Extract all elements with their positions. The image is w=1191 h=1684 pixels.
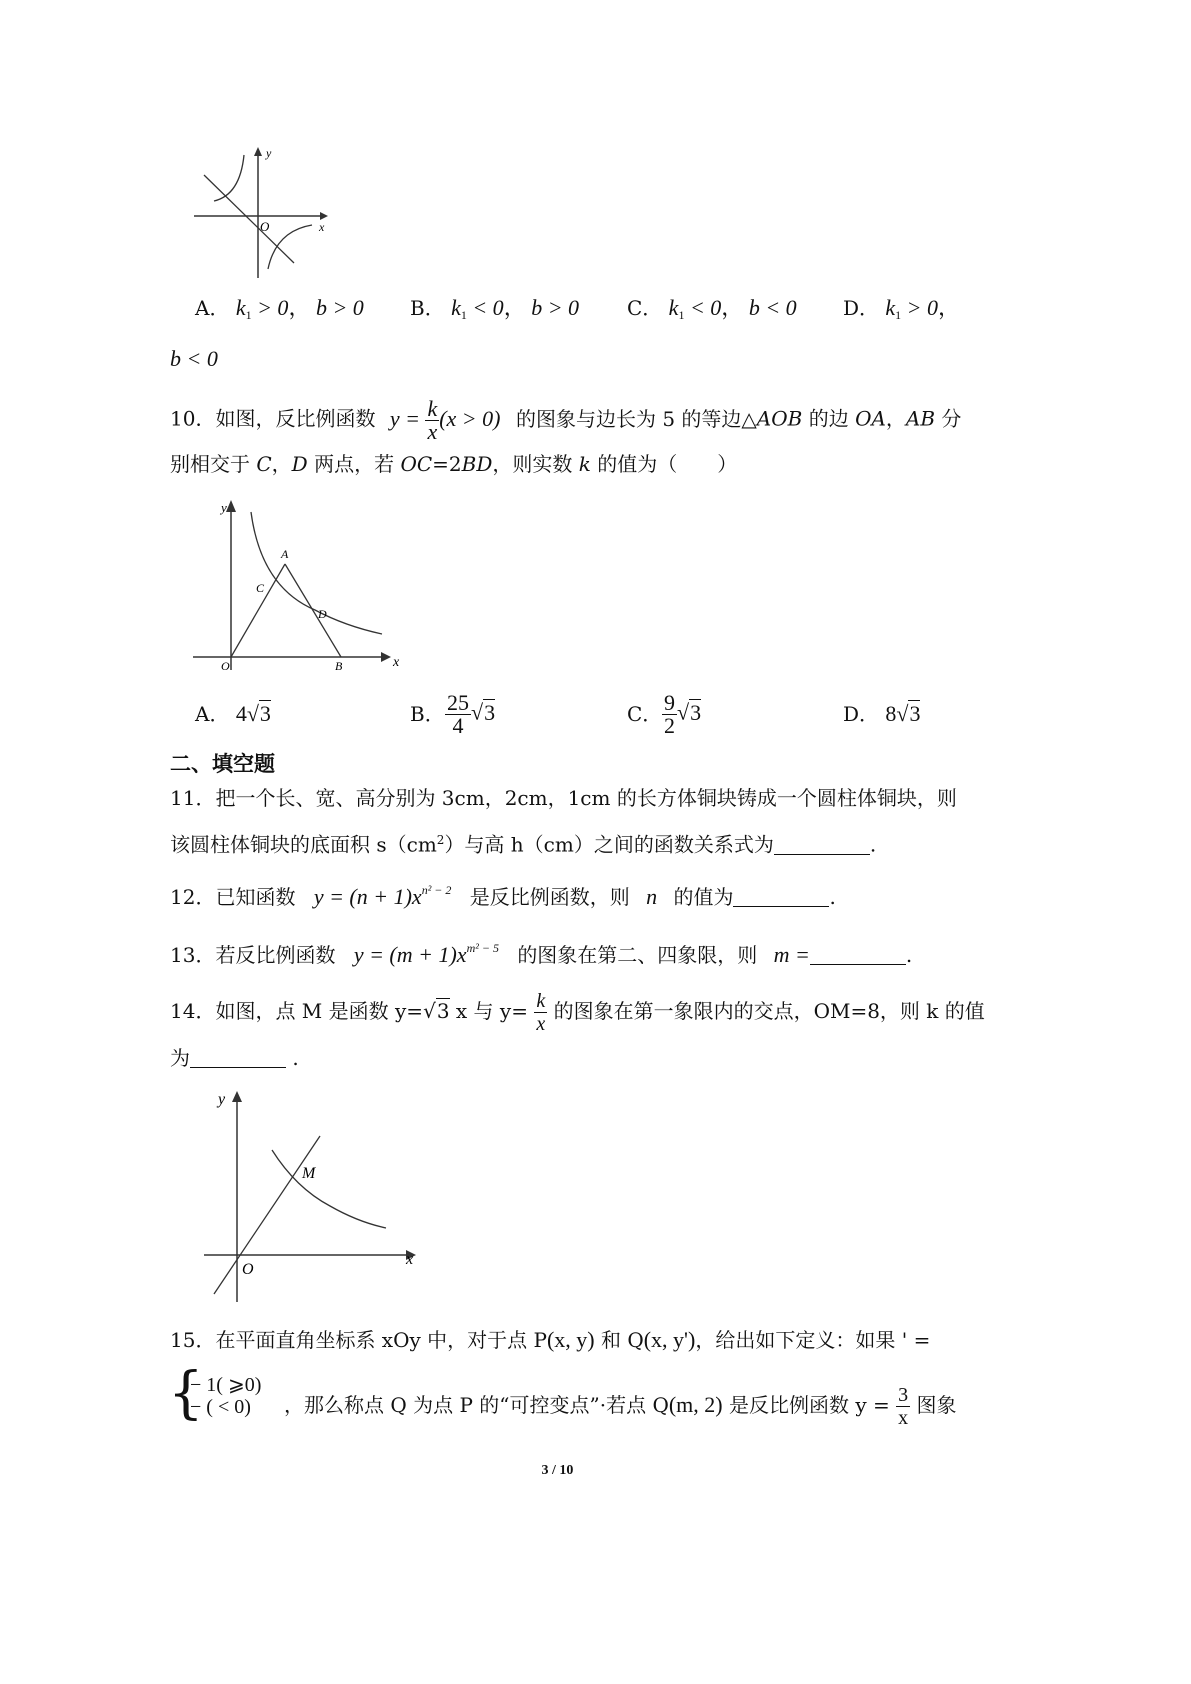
q10-line2: 别相交于 C，D 两点，若 OC=2BD，则实数 k 的值为（ ）: [170, 452, 738, 476]
option-label: C．: [627, 296, 663, 320]
q9-option-a-expr: $k_1 > 0$， b > 0: [235, 295, 364, 322]
q10-option-d-expr: 8√3: [885, 701, 921, 726]
q14-y-arrow: [232, 1091, 242, 1102]
q10-line1: 10．如图，反比例函数 y = $\frac{k}{x}$ (x > 0) 的图象与边长为 5 的等边△AOB 的边 OA，AB 分: [170, 396, 962, 444]
q10-y-label: y: [221, 500, 227, 515]
q9-hyperbola-lower: [268, 225, 312, 269]
q10-option-d[interactable]: D． 8√3: [843, 701, 921, 726]
q12-answer-blank[interactable]: [733, 886, 829, 907]
q13-line: 13．若反比例函数 $y = (m + 1)x^{m^2 - 5}$ 的图象在第二、四象限，则 m = .: [170, 941, 913, 967]
q10-x-label: x: [393, 655, 400, 670]
q10-x-arrow: [381, 652, 391, 662]
q11-line1: 11．把一个长、宽、高分别为 3cm，2cm，1cm 的长方体铜块铸成一个圆柱体铜块，则: [170, 786, 957, 810]
q15-case1: − 1( ⩾0): [190, 1374, 262, 1396]
q10-d-label: D: [318, 607, 327, 621]
q10-option-b-expr: $\frac{25}{4}$ √3: [447, 690, 496, 738]
q10-y-arrow: [226, 500, 236, 512]
q9-graph: [190, 145, 335, 280]
q12-var: n: [646, 884, 658, 909]
q11-answer-blank[interactable]: [774, 834, 870, 855]
q9-option-d-continued: b < 0: [170, 346, 218, 371]
q10-option-c-expr: $\frac{9}{2}$ √3: [664, 690, 702, 738]
q10-option-c[interactable]: C．: [627, 702, 663, 726]
q9-x-label: x: [319, 220, 325, 234]
page-number: 3 / 10: [541, 1463, 574, 1478]
q9-option-c-expr: $k_1 < 0$， b < 0: [668, 295, 797, 322]
q15-brace: {: [168, 1361, 204, 1426]
q14-graph: [200, 1088, 430, 1303]
q11-line2: 该圆柱体铜块的底面积 $s(cm^2)$与高 h（cm）之间的函数关系式为 .: [170, 832, 877, 857]
q9-y-arrow: [254, 147, 262, 156]
q13-var: m =: [773, 942, 810, 967]
q14-answer-blank[interactable]: [190, 1047, 286, 1068]
q10-options: [195, 692, 955, 752]
q14-y-label: y: [218, 1091, 226, 1108]
q9-option-c[interactable]: [627, 294, 797, 329]
q10-side-oa: [231, 564, 285, 657]
q15-line2: ，那么称点 Q 为点 P 的“可控变点”·若点 Q(m, 2) 是反比例函数 y = $\frac{3}{x}$ 图象: [284, 1384, 957, 1429]
q12-function: $y = (n + 1)x^{n^2 - 2}$: [313, 883, 452, 909]
q10-a-label: A: [281, 547, 289, 561]
q10-option-a-expr: 4√3: [235, 701, 271, 726]
option-label: D．: [843, 296, 880, 320]
option-label: B．: [410, 296, 445, 320]
q10-b-label: B: [335, 659, 343, 673]
q14-line2: 为 .: [170, 1046, 299, 1070]
q10-graph: [185, 492, 410, 677]
q14-line1: 14．如图，点 M 是函数 y=√3 x 与 y= $\frac{k}{x}$ 的图象在第一象限内的交点，OM=8，则 k 的值: [170, 990, 985, 1035]
q10-number: 10．如图，反比例函数: [170, 406, 376, 431]
q10-side-ab: [285, 564, 341, 657]
q12-line: 12．已知函数 $y = (n + 1)x^{n^2 - 2}$ 是反比例函数，则 n 的值为 .: [170, 883, 836, 909]
q9-option-b[interactable]: [410, 294, 579, 329]
q9-y-label: y: [266, 146, 272, 160]
q14-x-label: x: [406, 1251, 414, 1268]
q15-line1: 15．在平面直角坐标系 xOy 中，对于点 P(x, y) 和 Q(x, y')，给出如下定义：如果 ' =: [170, 1327, 931, 1352]
q9-hyperbola-upper: [214, 155, 244, 201]
q9-option-a[interactable]: [195, 294, 364, 329]
q10-function: y = $\frac{k}{x}$ (x > 0): [389, 396, 501, 444]
q14-hyperbola: [272, 1150, 386, 1228]
q14-o-label: O: [242, 1261, 254, 1278]
q9-x-arrow: [320, 212, 328, 220]
option-label: A．: [195, 296, 230, 320]
q14-m-label: M: [302, 1165, 316, 1182]
q9-option-b-expr: $k_1 < 0$， b > 0: [451, 295, 580, 322]
q9-origin-label: O: [260, 219, 270, 234]
q14-line: [214, 1136, 320, 1294]
q10-option-b[interactable]: B．: [410, 702, 445, 726]
q9-option-d[interactable]: [843, 294, 960, 329]
q13-answer-blank[interactable]: [810, 944, 906, 965]
section-heading-fill-in: 二、填空题: [170, 752, 275, 776]
q10-option-a[interactable]: A． 4√3: [195, 701, 271, 726]
q9-option-d-expr: $k_1 > 0$，: [885, 295, 961, 322]
q15-case2: − ( < 0): [190, 1396, 251, 1418]
q13-function: $y = (m + 1)x^{m^2 - 5}$: [353, 941, 499, 967]
q9-line: [204, 175, 294, 263]
q10-c-label: C: [256, 581, 265, 595]
q10-o-label: O: [221, 659, 230, 673]
